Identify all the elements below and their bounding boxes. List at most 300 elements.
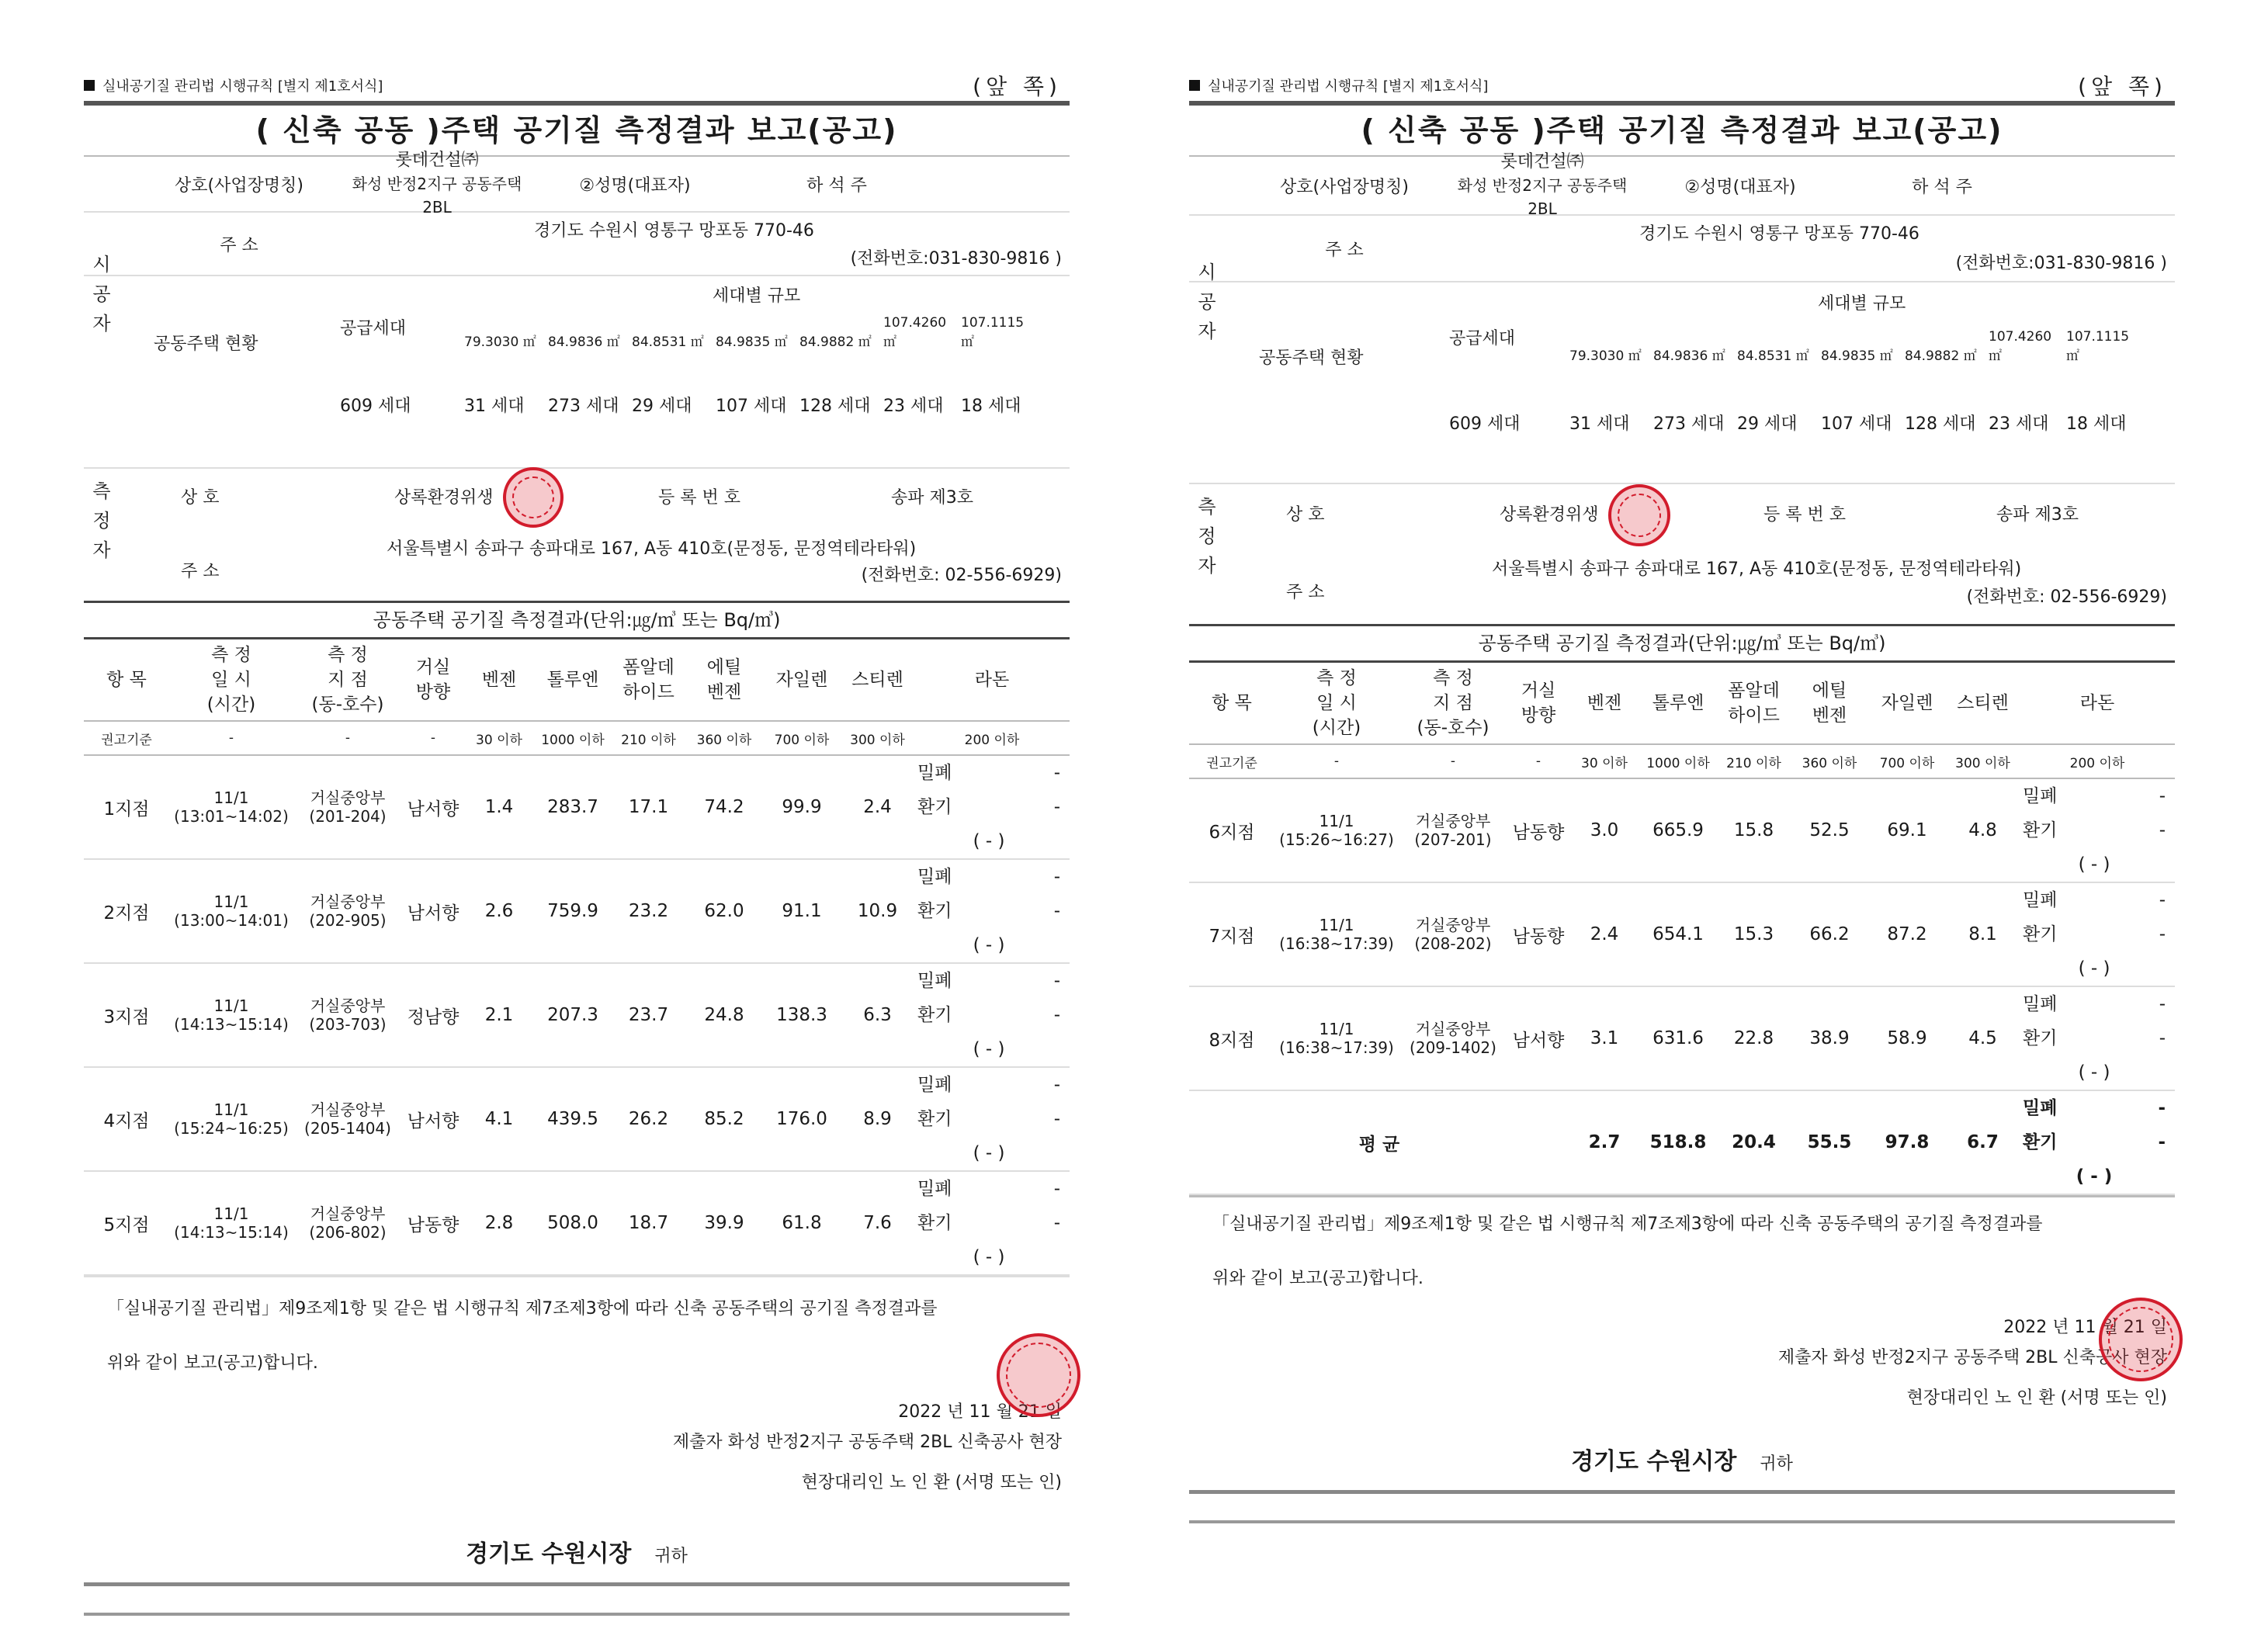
table-row [84, 755, 1070, 859]
col-direction: 거실 방향 [1507, 663, 1569, 744]
location-name: 거실중앙부 [310, 1100, 386, 1119]
company-name-detail: 화성 반정2지구 공동주택 2BL [352, 175, 522, 217]
table-header [84, 639, 1070, 721]
col-toluene: 톨루엔 [534, 639, 612, 721]
company-label: 상호(사업장명칭) [1280, 177, 1409, 197]
col-benzene: 벤젠 [464, 639, 534, 721]
rep-label: ②성명(대표자) [579, 175, 691, 196]
units-5: 128 세대 [1905, 414, 1976, 434]
housing-label: 공동주택 현황 [1259, 348, 1364, 368]
measurer-address-label: 주 소 [1286, 583, 1325, 602]
formaldehyde-value: 26.2 [612, 1067, 685, 1171]
registration-number: 송파 제3호 [891, 488, 973, 508]
location-name: 거실중앙부 [310, 996, 386, 1015]
average-xylene: 97.8 [1868, 1090, 1946, 1194]
measure-location [1399, 986, 1507, 1090]
standard-benzene: 30 이하 [1569, 744, 1639, 778]
ethylbenzene-value: 62.0 [685, 859, 763, 963]
radon-vent-label: 환기 [917, 1005, 952, 1025]
measure-date [169, 1067, 293, 1171]
location-unit: (201-204) [309, 807, 387, 826]
divider [1189, 1490, 2175, 1494]
location-unit: (206-802) [309, 1223, 387, 1242]
direction-value: 정남향 [402, 963, 464, 1067]
col-direction: 거실 방향 [402, 639, 464, 721]
measure-location [293, 1067, 402, 1171]
table-row [1189, 778, 2175, 882]
square-bullet-icon [84, 80, 95, 91]
addressee [84, 1534, 1070, 1568]
size-3: 84.8531 ㎡ [632, 334, 704, 350]
average-styrene: 6.7 [1946, 1090, 2020, 1194]
rep-label: ②성명(대표자) [1684, 177, 1796, 197]
report-page-left [84, 70, 1070, 1616]
average-formaldehyde: 20.4 [1717, 1090, 1791, 1194]
addressee-suffix: 귀하 [654, 1547, 688, 1566]
addressee-name: 경기도 수원시장 [466, 1540, 632, 1568]
table-row [84, 859, 1070, 963]
col-styrene: 스티렌 [841, 639, 914, 721]
xylene-value: 87.2 [1868, 882, 1946, 986]
benzene-value: 2.1 [464, 963, 534, 1067]
standard-ethylbenzene: 360 이하 [1791, 744, 1868, 778]
radon-vent-value: - [1053, 901, 1060, 921]
radon-vent-value: - [2159, 820, 2166, 840]
company-label: 상호(사업장명칭) [175, 175, 303, 196]
ethylbenzene-value: 66.2 [1791, 882, 1868, 986]
radon-closed-value: - [1053, 1179, 1060, 1199]
company-name: 롯데건설㈜ [395, 151, 479, 170]
company-seal-icon [1608, 484, 1670, 546]
formaldehyde-value: 18.7 [612, 1171, 685, 1275]
radon-value [2020, 778, 2175, 882]
measure-location [293, 963, 402, 1067]
radon-vent-value: - [1053, 797, 1060, 817]
standard-radon: 200 이하 [2020, 744, 2175, 778]
measure-time: (16:38~17:39) [1279, 1038, 1394, 1057]
page-side-label: (앞 쪽) [973, 74, 1062, 99]
standard-formaldehyde: 210 이하 [612, 721, 685, 755]
col-ethylbenzene: 에틸 벤젠 [685, 639, 763, 721]
form-header [84, 70, 1070, 106]
radon-paren-value: ( - ) [973, 935, 1005, 955]
standard-benzene: 30 이하 [464, 721, 534, 755]
col-date: 측 정 일 시 (시간) [1274, 663, 1399, 744]
table-header [1189, 663, 2175, 744]
radon-value [2020, 986, 2175, 1090]
builder-phone: (전화번호:031-830-9816 ) [1955, 254, 2167, 273]
measure-date [1274, 986, 1399, 1090]
size-5: 84.9882 ㎡ [799, 334, 872, 350]
radon-closed-label: 밀폐 [917, 971, 952, 991]
measure-location [293, 1171, 402, 1275]
point-label: 6지점 [1189, 778, 1274, 882]
size-label: 세대별 규모 [1818, 294, 1906, 314]
measurer-group-label: 측 정 자 [92, 480, 111, 561]
ethylbenzene-value: 38.9 [1791, 986, 1868, 1090]
col-xylene: 자일렌 [1868, 663, 1946, 744]
radon-vent-value: - [2159, 1028, 2166, 1048]
col-ethylbenzene: 에틸 벤젠 [1791, 663, 1868, 744]
measure-day: 11/1 [213, 788, 249, 807]
units-2: 273 세대 [548, 397, 619, 416]
point-label: 8지점 [1189, 986, 1274, 1090]
radon-closed-label: 밀폐 [2023, 786, 2058, 806]
measure-location [293, 755, 402, 859]
measure-time: (13:01~14:02) [174, 807, 289, 826]
units-6: 23 세대 [1989, 414, 2049, 434]
report-date: 2022 년 11 월 21 일 [2003, 1318, 2167, 1337]
radon-paren-value: ( - ) [973, 1143, 1005, 1163]
radon-closed-value: - [2158, 1098, 2166, 1118]
measure-day: 11/1 [1319, 812, 1354, 830]
point-label: 4지점 [84, 1067, 169, 1171]
radon-vent-label: 환기 [2023, 924, 2058, 944]
size-1: 79.3030 ㎡ [464, 334, 536, 350]
radon-value [914, 963, 1070, 1067]
company-name: 롯데건설㈜ [1500, 152, 1584, 172]
styrene-value: 4.8 [1946, 778, 2020, 882]
company-name-detail: 화성 반정2지구 공동주택 2BL [1457, 176, 1628, 218]
radon-paren-value: ( - ) [2076, 1166, 2113, 1187]
radon-closed-value: - [2159, 786, 2166, 806]
units-1: 31 세대 [464, 397, 525, 416]
site-agent: 현장대리인 노 인 환 (서명 또는 인) [1906, 1388, 2167, 1408]
closing-statement [1189, 1195, 2175, 1306]
radon-vent-value: - [1053, 1213, 1060, 1233]
radon-closed-value: - [1053, 867, 1060, 887]
radon-vent-value: - [2158, 1132, 2166, 1152]
radon-closed-value: - [2159, 890, 2166, 910]
measurer-phone: (전화번호: 02-556-6929) [861, 566, 1062, 585]
radon-vent-value: - [1053, 1005, 1060, 1025]
total-units: 609 세대 [1449, 414, 1521, 434]
radon-paren-value: ( - ) [973, 831, 1005, 851]
rep-name: 하 석 주 [1912, 177, 1972, 197]
measurer-address: 서울특별시 송파구 송파대로 167, A동 410호(문정동, 문정역테라타워) [1492, 560, 2022, 579]
direction-value: 남동향 [1507, 882, 1569, 986]
standard-xylene: 700 이하 [1868, 744, 1946, 778]
measure-day: 11/1 [1319, 916, 1354, 934]
radon-value [2020, 882, 2175, 986]
builder-section [1189, 152, 2175, 483]
benzene-value: 3.0 [1569, 778, 1639, 882]
formaldehyde-value: 23.2 [612, 859, 685, 963]
direction-value: 남서향 [402, 859, 464, 963]
measure-date [169, 859, 293, 963]
square-bullet-icon [1189, 80, 1200, 91]
size-1: 79.3030 ㎡ [1569, 348, 1642, 364]
benzene-value: 1.4 [464, 755, 534, 859]
builder-group-label: 시 공 자 [1198, 262, 1216, 342]
units-7: 18 세대 [2066, 414, 2127, 434]
standard-styrene: 300 이하 [841, 721, 914, 755]
official-seal-icon [997, 1333, 1080, 1417]
builder-group-label: 시 공 자 [92, 254, 111, 334]
styrene-value: 8.9 [841, 1067, 914, 1171]
radon-closed-label: 밀폐 [917, 763, 952, 783]
xylene-value: 58.9 [1868, 986, 1946, 1090]
col-item: 항 목 [84, 639, 169, 721]
average-benzene: 2.7 [1569, 1090, 1639, 1194]
measurer-company-name: 상록환경위생 [394, 488, 494, 508]
builder-address: 경기도 수원시 영통구 망포동 770-46 [1639, 224, 1919, 244]
formaldehyde-value: 17.1 [612, 755, 685, 859]
styrene-value: 2.4 [841, 755, 914, 859]
measurer-phone: (전화번호: 02-556-6929) [1966, 587, 2167, 607]
form-header [1189, 70, 2175, 106]
builder-section [84, 151, 1070, 467]
styrene-value: 6.3 [841, 963, 914, 1067]
col-benzene: 벤젠 [1569, 663, 1639, 744]
measure-date [169, 963, 293, 1067]
standard-location: - [1399, 744, 1507, 778]
size-3: 84.8531 ㎡ [1737, 348, 1809, 364]
size-2: 84.9836 ㎡ [548, 334, 620, 350]
standard-date: - [169, 721, 293, 755]
table-row [84, 963, 1070, 1067]
col-radon: 라돈 [914, 639, 1070, 721]
radon-closed-label: 밀폐 [917, 1075, 952, 1095]
radon-paren-value: ( - ) [2078, 854, 2110, 875]
radon-vent-label: 환기 [917, 1213, 952, 1233]
submitter: 제출자 화성 반정2지구 공동주택 2BL 신축공사 현장 [672, 1433, 1062, 1452]
col-date: 측 정 일 시 (시간) [169, 639, 293, 721]
xylene-value: 91.1 [763, 859, 841, 963]
radon-paren-value: ( - ) [2078, 1062, 2110, 1083]
results-table [84, 639, 1070, 1276]
measure-time: (13:00~14:01) [174, 911, 289, 930]
standard-location: - [293, 721, 402, 755]
location-unit: (205-1404) [304, 1119, 391, 1138]
location-name: 거실중앙부 [1415, 916, 1491, 934]
radon-closed-label: 밀폐 [917, 1179, 952, 1199]
radon-vent-label: 환기 [917, 1109, 952, 1129]
formaldehyde-value: 15.8 [1717, 778, 1791, 882]
toluene-value: 207.3 [534, 963, 612, 1067]
size-6: 107.4260 ㎡ [1989, 329, 2052, 364]
col-formaldehyde: 폼알데 하이드 [612, 639, 685, 721]
standard-toluene: 1000 이하 [534, 721, 612, 755]
results-title: 공동주택 공기질 측정결과(단위:㎍/㎥ 또는 Bq/㎥) [1189, 624, 2175, 663]
direction-value: 남서향 [402, 755, 464, 859]
col-location: 측 정 지 점 (동-호수) [293, 639, 402, 721]
closing-line-1: 「실내공기질 관리법」제9조제1항 및 같은 법 시행규칙 제7조제3항에 따라 신축 공동주택의 공기질 측정결과를 [107, 1299, 938, 1319]
styrene-value: 10.9 [841, 859, 914, 963]
standard-xylene: 700 이하 [763, 721, 841, 755]
toluene-value: 631.6 [1639, 986, 1717, 1090]
measure-day: 11/1 [213, 892, 249, 911]
addressee-name: 경기도 수원시장 [1571, 1448, 1737, 1475]
toluene-value: 508.0 [534, 1171, 612, 1275]
unit-list [1569, 411, 2175, 435]
supply-label: 공급세대 [340, 319, 407, 338]
measure-day: 11/1 [1319, 1020, 1354, 1038]
radon-closed-label: 밀폐 [917, 867, 952, 887]
report-title: ( 신축 공동 )주택 공기질 측정결과 보고(공고) [84, 106, 1070, 157]
standard-row [84, 721, 1070, 755]
location-unit: (208-202) [1414, 934, 1492, 953]
address-label: 주 소 [1325, 240, 1364, 260]
unit-list [464, 393, 1070, 417]
size-label: 세대별 규모 [713, 286, 801, 306]
col-styrene: 스티렌 [1946, 663, 2020, 744]
report-page-right [1189, 70, 2175, 1523]
standard-direction: - [1507, 744, 1569, 778]
direction-value: 남동향 [1507, 778, 1569, 882]
toluene-value: 759.9 [534, 859, 612, 963]
left-data-rows [84, 755, 1070, 1275]
rep-name: 하 석 주 [806, 175, 867, 196]
results-title: 공동주택 공기질 측정결과(단위:㎍/㎥ 또는 Bq/㎥) [84, 601, 1070, 639]
units-6: 23 세대 [883, 397, 944, 416]
closing-line-2: 위와 같이 보고(공고)합니다. [107, 1353, 318, 1373]
location-unit: (202-905) [309, 911, 387, 930]
measure-day: 11/1 [213, 1100, 249, 1119]
size-5: 84.9882 ㎡ [1905, 348, 1977, 364]
average-ethylbenzene: 55.5 [1791, 1090, 1868, 1194]
radon-closed-label: 밀폐 [2023, 1098, 2058, 1118]
location-name: 거실중앙부 [310, 1204, 386, 1223]
standard-ethylbenzene: 360 이하 [685, 721, 763, 755]
radon-vent-label: 환기 [2023, 1028, 2058, 1048]
radon-vent-label: 환기 [917, 797, 952, 817]
styrene-value: 4.5 [1946, 986, 2020, 1090]
page-side-label: (앞 쪽) [2078, 74, 2167, 99]
supply-label: 공급세대 [1449, 329, 1516, 348]
form-reference: 실내공기질 관리법 시행규칙 [별지 제1호서식] [102, 78, 383, 95]
ethylbenzene-value: 39.9 [685, 1171, 763, 1275]
measure-date [1274, 778, 1399, 882]
addressee-suffix: 귀하 [1760, 1454, 1793, 1474]
toluene-value: 654.1 [1639, 882, 1717, 986]
radon-paren-value: ( - ) [973, 1039, 1005, 1059]
benzene-value: 2.8 [464, 1171, 534, 1275]
standard-toluene: 1000 이하 [1639, 744, 1717, 778]
ethylbenzene-value: 24.8 [685, 963, 763, 1067]
ethylbenzene-value: 52.5 [1791, 778, 1868, 882]
standard-date: - [1274, 744, 1399, 778]
right-data-rows [1189, 778, 2175, 1090]
registration-number: 송파 제3호 [1996, 505, 2079, 525]
ethylbenzene-value: 85.2 [685, 1067, 763, 1171]
ethylbenzene-value: 74.2 [685, 755, 763, 859]
report-title: ( 신축 공동 )주택 공기질 측정결과 보고(공고) [1189, 106, 2175, 157]
measure-time: (14:13~15:14) [174, 1015, 289, 1034]
closing-line-2: 위와 같이 보고(공고)합니다. [1212, 1269, 1424, 1288]
styrene-value: 8.1 [1946, 882, 2020, 986]
location-name: 거실중앙부 [1415, 812, 1491, 830]
radon-closed-value: - [2159, 994, 2166, 1014]
point-label: 3지점 [84, 963, 169, 1067]
col-radon: 라돈 [2020, 663, 2175, 744]
xylene-value: 61.8 [763, 1171, 841, 1275]
results-table [1189, 663, 2175, 1195]
size-4: 84.9835 ㎡ [716, 334, 788, 350]
size-7: 107.1115 ㎡ [961, 315, 1025, 350]
xylene-value: 176.0 [763, 1067, 841, 1171]
radon-vent-label: 환기 [2023, 820, 2058, 840]
measure-time: (15:24~16:25) [174, 1119, 289, 1138]
radon-closed-label: 밀폐 [2023, 890, 2058, 910]
units-2: 273 세대 [1653, 414, 1725, 434]
form-reference: 실내공기질 관리법 시행규칙 [별지 제1호서식] [1208, 78, 1489, 95]
location-name: 거실중앙부 [1415, 1020, 1491, 1038]
closing-statement [84, 1276, 1070, 1391]
col-location: 측 정 지 점 (동-호수) [1399, 663, 1507, 744]
standard-direction: - [402, 721, 464, 755]
measurer-section [84, 467, 1070, 601]
registration-label: 등 록 번 호 [658, 488, 740, 508]
measurer-company-label: 상 호 [181, 488, 220, 508]
builder-address: 경기도 수원시 영통구 망포동 770-46 [534, 221, 814, 241]
formaldehyde-value: 22.8 [1717, 986, 1791, 1090]
col-toluene: 톨루엔 [1639, 663, 1717, 744]
standard-row [1189, 744, 2175, 778]
direction-value: 남서향 [402, 1067, 464, 1171]
radon-paren-value: ( - ) [973, 1247, 1005, 1267]
units-4: 107 세대 [716, 397, 787, 416]
total-units: 609 세대 [340, 397, 411, 416]
table-row [84, 1067, 1070, 1171]
standard-styrene: 300 이하 [1946, 744, 2020, 778]
radon-value [914, 1171, 1070, 1275]
measure-day: 11/1 [213, 996, 249, 1015]
xylene-value: 99.9 [763, 755, 841, 859]
site-agent: 현장대리인 노 인 환 (서명 또는 인) [801, 1473, 1062, 1492]
col-xylene: 자일렌 [763, 639, 841, 721]
housing-label: 공동주택 현황 [154, 334, 258, 354]
point-label: 2지점 [84, 859, 169, 963]
formaldehyde-value: 23.7 [612, 963, 685, 1067]
average-row [1189, 1090, 2175, 1194]
measure-location [1399, 882, 1507, 986]
toluene-value: 665.9 [1639, 778, 1717, 882]
report-date: 2022 년 11 월 21 일 [898, 1402, 1062, 1422]
average-label: 평 균 [1189, 1090, 1569, 1194]
formaldehyde-value: 15.3 [1717, 882, 1791, 986]
divider [1189, 1520, 2175, 1523]
standard-label: 권고기준 [1189, 744, 1274, 778]
measure-location [1399, 778, 1507, 882]
table-row [1189, 882, 2175, 986]
measure-location [293, 859, 402, 963]
location-name: 거실중앙부 [310, 788, 386, 807]
point-label: 5지점 [84, 1171, 169, 1275]
measure-day: 11/1 [213, 1204, 249, 1223]
units-3: 29 세대 [1737, 414, 1798, 434]
measure-time: (16:38~17:39) [1279, 934, 1394, 953]
benzene-value: 2.6 [464, 859, 534, 963]
radon-vent-label: 환기 [2023, 1132, 2058, 1152]
measure-time: (15:26~16:27) [1279, 830, 1394, 849]
xylene-value: 69.1 [1868, 778, 1946, 882]
size-7: 107.1115 ㎡ [2066, 329, 2130, 364]
company-seal-icon [503, 467, 564, 528]
direction-value: 남서향 [1507, 986, 1569, 1090]
radon-vent-value: - [2159, 924, 2166, 944]
measurer-section [1189, 483, 2175, 624]
size-list [1569, 329, 2175, 364]
measurer-company-name: 상록환경위생 [1500, 505, 1599, 525]
standard-radon: 200 이하 [914, 721, 1070, 755]
builder-phone: (전화번호:031-830-9816 ) [850, 249, 1062, 269]
standard-label: 권고기준 [84, 721, 169, 755]
units-4: 107 세대 [1821, 414, 1892, 434]
units-7: 18 세대 [961, 397, 1021, 416]
location-name: 거실중앙부 [310, 892, 386, 911]
radon-value [914, 755, 1070, 859]
